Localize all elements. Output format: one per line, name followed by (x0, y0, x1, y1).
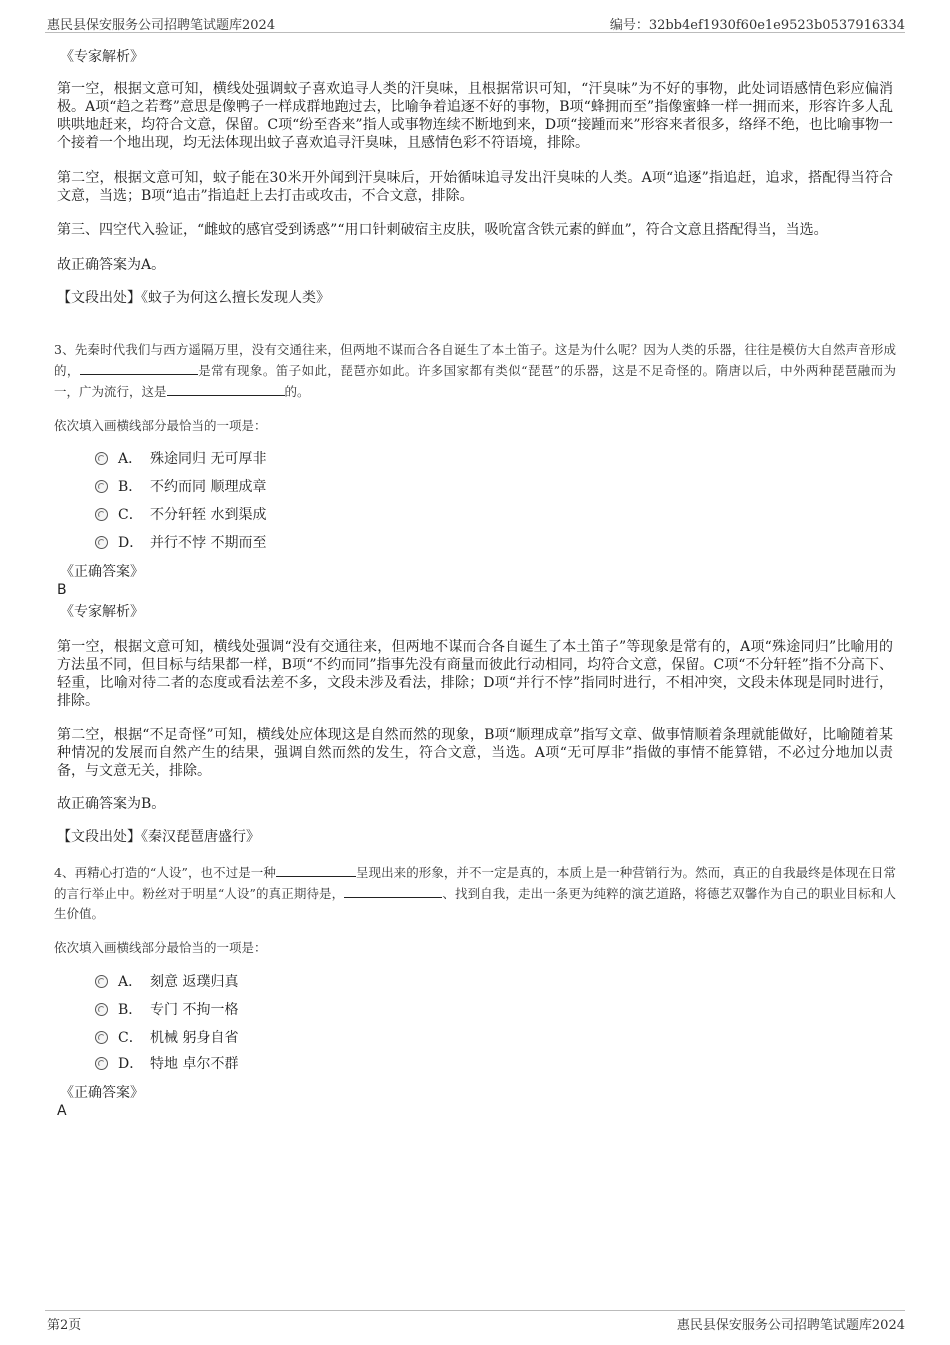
answer-statement: 故正确答案为A。 (57, 257, 166, 273)
radio-icon[interactable] (95, 508, 108, 521)
radio-icon[interactable] (95, 536, 108, 549)
fill-blank (80, 360, 198, 375)
option-c[interactable]: C． 不分轩轾 水到渠成 (95, 505, 266, 525)
footer-title: 惠民县保安服务公司招聘笔试题库2024 (676, 1318, 905, 1333)
correct-answer: A (57, 1103, 67, 1119)
question-stem: 3、先秦时代我们与西方遥隔万里，没有交通往来，但两地不谋而合各自诞生了本土笛子。这是为什么呢？因为人类的乐器，往往是模仿大自然声音形成的， 是常有现象。笛子如此，琵琶亦如此。许多国家都有类似“琵琶”的乐器，这是不足奇怪的。隋唐以后，中外两种琵琶融而为一，广为流行，这是 的。 (54, 342, 896, 399)
option-b[interactable]: B． 不约而同 顺理成章 (95, 477, 266, 497)
question-instruction: 依次填入画横线部分最恰当的一项是： (54, 940, 267, 955)
analysis-label: 《专家解析》 (60, 604, 144, 620)
radio-icon[interactable] (95, 975, 108, 988)
page-footer (45, 1310, 905, 1333)
answer-statement: 故正确答案为B。 (57, 796, 166, 812)
header-title: 惠民县保安服务公司招聘笔试题库2024 (47, 18, 276, 33)
page-number: 第2页 (47, 1318, 82, 1333)
analysis-paragraph: 第一空，根据文意可知，横线处强调蚊子喜欢追寻人类的汗臭味，且根据常识可知，“汗臭味”为不好的事物，此处词语感情色彩应偏消极。A项“趋之若骛”意思是像鸭子一样成群地跑过去，比喻争着追逐不好的事物，B项“蜂拥而至”指像蜜蜂一样一拥而来，形容许多人乱哄哄地赶来，均符合文意，保留。C项“纷至沓来”指人或事物连续不断地到来，D项“接踵而来”形容来者很多，络绎不绝，也比喻事物一个接着一个地出现，均无法体现出蚊子喜欢追寻汗臭味，且感情色彩不符语境，排除。 (57, 81, 893, 151)
radio-icon[interactable] (95, 1057, 108, 1070)
analysis-paragraph: 第二空，根据文意可知，蚊子能在30米开外闻到汗臭味后，开始循味追寻发出汗臭味的人类。A项“追逐”指追赶，追求，搭配得当符合文意，当选；B项“追击”指追赶上去打击或攻击，不合文意，排除。 (57, 170, 893, 204)
option-c[interactable]: C． 机械 躬身自省 (95, 1028, 238, 1048)
analysis-paragraph: 第三、四空代入验证，“雌蚊的感官受到诱惑”“用口针刺破宿主皮肤，吸吮富含铁元素的鲜血”，符合文意且搭配得当，当选。 (57, 222, 828, 238)
correct-answer: B (57, 582, 67, 598)
option-b[interactable]: B． 专门 不拘一格 (95, 1000, 238, 1020)
source-citation: 【文段出处】《蚊子为何这么擅长发现人类》 (57, 290, 330, 306)
correct-answer-label: 《正确答案》 (60, 564, 144, 580)
radio-icon[interactable] (95, 1031, 108, 1044)
option-a[interactable]: A． 刻意 返璞归真 (95, 972, 238, 992)
source-citation: 【文段出处】《秦汉琵琶唐盛行》 (57, 829, 260, 845)
radio-icon[interactable] (95, 1003, 108, 1016)
analysis-label: 《专家解析》 (60, 49, 144, 65)
fill-blank (167, 381, 285, 396)
header-serial: 编号：32bb4ef1930f60e1e9523b0537916334 (609, 18, 905, 33)
fill-blank (276, 862, 356, 877)
analysis-paragraph: 第二空，根据“不足奇怪”可知，横线处应体现这是自然而然的现象，B项“顺理成章”指写文章、做事情顺着条理就能做好，比喻随着某种情况的发展而自然产生的结果，强调自然而然的发生，符合文意，当选。A项“无可厚非”指做的事情不能算错，不必过分地加以责备，与文意无关，排除。 (57, 727, 893, 779)
correct-answer-label: 《正确答案》 (60, 1085, 144, 1101)
radio-icon[interactable] (95, 480, 108, 493)
option-a[interactable]: A． 殊途同归 无可厚非 (95, 449, 266, 469)
option-d[interactable]: D． 并行不悖 不期而至 (95, 533, 266, 553)
radio-icon[interactable] (95, 452, 108, 465)
analysis-paragraph: 第一空，根据文意可知，横线处强调“没有交通往来，但两地不谋而合各自诞生了本土笛子”等现象是常有的，A项“殊途同归”比喻用的方法虽不同，但目标与结果都一样，B项“不约而同”指事先没有商量而彼此行动相同，均符合文意，保留。C项“不分轩轾”指不分高下、轻重，比喻对待二者的态度或看法差不多，文段未涉及看法，排除；D项“并行不悖”指同时进行，不相冲突，文段未体现是同时进行，排除。 (57, 639, 893, 709)
question-instruction: 依次填入画横线部分最恰当的一项是： (54, 418, 267, 433)
page-header (45, 12, 905, 33)
question-stem: 4、再精心打造的“人设”，也不过是一种 呈现出来的形象，并不一定是真的，本质上是一种营销行为。然而，真正的自我最终是体现在日常的言行举止中。粉丝对于明星“人设”的真正期待是， 、找到自我，走出一条更为纯粹的演艺道路，将德艺双馨作为自己的职业目标和人生价值。 (54, 862, 896, 924)
fill-blank (344, 883, 442, 898)
option-d[interactable]: D． 特地 卓尔不群 (95, 1054, 238, 1074)
